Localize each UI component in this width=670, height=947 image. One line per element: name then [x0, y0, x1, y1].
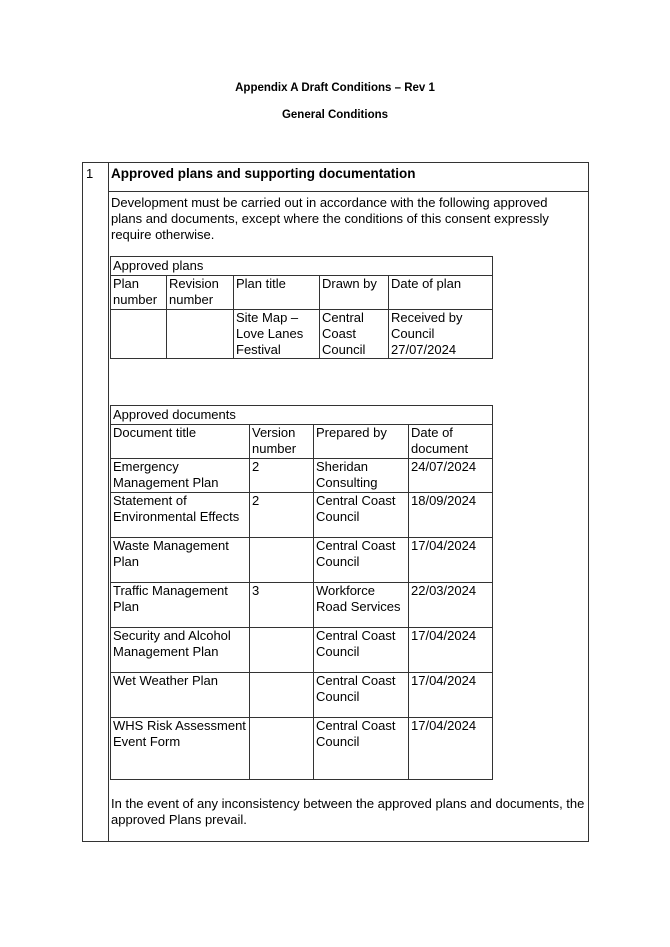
table-cell	[250, 673, 314, 718]
table-cell: Central Coast Council	[314, 718, 409, 780]
table-cell: Site Map – Love Lanes Festival	[234, 310, 320, 359]
table-cell: Statement of Environmental Effects	[111, 493, 250, 538]
table-cell: Central Coast Council	[314, 628, 409, 673]
condition-closing: In the event of any inconsistency between the approved plans and documents, the approved Plans prevail.	[111, 796, 585, 827]
table-row	[111, 493, 493, 538]
table-cell: 22/03/2024	[409, 583, 493, 628]
table-row	[111, 718, 493, 780]
table-cell	[250, 538, 314, 583]
table-header-row	[111, 276, 493, 310]
condition-intro: Development must be carried out in accordance with the following approved plans and documents, except where the conditions of this consent expressly require otherwise.	[111, 195, 549, 242]
table-cell: 17/04/2024	[409, 673, 493, 718]
table-cell	[250, 718, 314, 780]
table-cell	[167, 310, 234, 359]
table-cell: 17/04/2024	[409, 628, 493, 673]
table-cell: Traffic Management Plan	[111, 583, 250, 628]
column-header: Date of plan	[389, 276, 493, 310]
column-header: Date of document	[409, 425, 493, 459]
table-cell: 18/09/2024	[409, 493, 493, 538]
table-cell: Workforce Road Services	[314, 583, 409, 628]
table-cell: Received by Council 27/07/2024	[389, 310, 493, 359]
column-header: Prepared by	[314, 425, 409, 459]
column-header: Version number	[250, 425, 314, 459]
table-cell: 17/04/2024	[409, 538, 493, 583]
table-cell: Waste Management Plan	[111, 538, 250, 583]
table-cell	[111, 310, 167, 359]
table-caption: Approved plans	[111, 257, 493, 276]
table-cell: 2	[250, 493, 314, 538]
table-cell: 17/04/2024	[409, 718, 493, 780]
document-subtitle: General Conditions	[281, 109, 389, 121]
column-header: Plan number	[111, 276, 167, 310]
table-cell: Central Coast Council	[320, 310, 389, 359]
heading-divider	[108, 191, 588, 192]
column-header: Drawn by	[320, 276, 389, 310]
table-row	[111, 538, 493, 583]
table-cell: Security and Alcohol Management Plan	[111, 628, 250, 673]
table-row	[111, 459, 493, 493]
table-header-row	[111, 425, 493, 459]
condition-number: 1	[86, 166, 94, 181]
table-cell: 3	[250, 583, 314, 628]
table-cell: 24/07/2024	[409, 459, 493, 493]
table-caption: Approved documents	[111, 406, 493, 425]
column-header: Revision number	[167, 276, 234, 310]
column-divider	[108, 163, 109, 841]
table-row	[111, 673, 493, 718]
table-row	[111, 583, 493, 628]
table-cell: Central Coast Council	[314, 493, 409, 538]
table-row	[111, 310, 493, 359]
table-cell: Central Coast Council	[314, 673, 409, 718]
table-cell: Sheridan Consulting	[314, 459, 409, 493]
table-cell: Emergency Management Plan	[111, 459, 250, 493]
column-header: Plan title	[234, 276, 320, 310]
table-cell: Central Coast Council	[314, 538, 409, 583]
document-title: Appendix A Draft Conditions – Rev 1	[235, 82, 435, 94]
approved-plans-table	[110, 256, 493, 359]
table-cell: Wet Weather Plan	[111, 673, 250, 718]
table-cell	[250, 628, 314, 673]
table-cell: 2	[250, 459, 314, 493]
approved-documents-table	[110, 405, 493, 780]
column-header: Document title	[111, 425, 250, 459]
table-cell: WHS Risk Assessment Event Form	[111, 718, 250, 780]
condition-heading: Approved plans and supporting documentation	[111, 166, 416, 181]
table-row	[111, 628, 493, 673]
